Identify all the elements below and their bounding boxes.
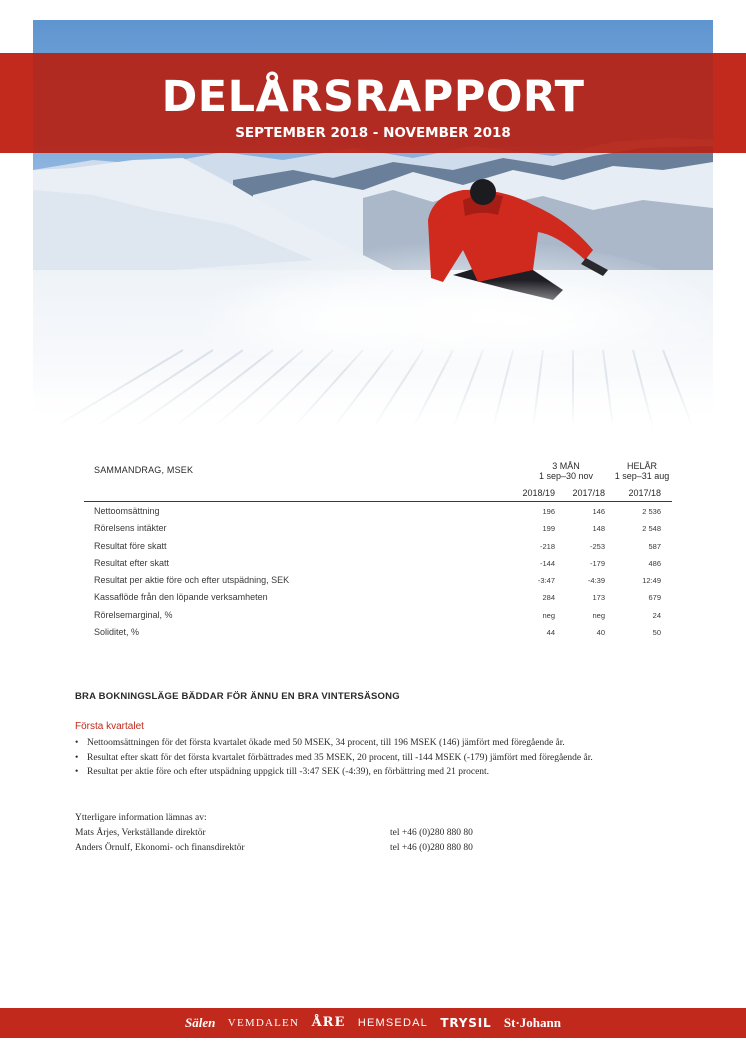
table-row — [84, 572, 672, 589]
trysil-logo: TRYSIL — [440, 1015, 492, 1030]
row-value: neg — [592, 610, 605, 620]
row-label: Nettoomsättning — [94, 506, 160, 516]
column-header: 2017/18 — [628, 488, 661, 498]
group-header-3-months — [531, 461, 601, 481]
hemsedal-logo: HEMSEDAL — [357, 1016, 428, 1029]
title-band — [0, 53, 746, 153]
list-item: • Resultat efter skatt för det första kvartalet förbättrades med 35 MSEK, 20 procent, till -144 MSEK (-179) jämfört med föregående år. — [75, 751, 593, 766]
table-row — [84, 538, 672, 555]
row-value: 24 — [652, 610, 661, 620]
contact-phone: tel +46 (0)280 880 80 — [390, 843, 473, 853]
contact-intro: Ytterligare information lämnas av: — [75, 813, 207, 823]
row-label: Rörelsemarginal, % — [94, 609, 173, 620]
table-row — [84, 589, 672, 606]
footer-bar — [0, 1008, 746, 1038]
row-value: 50 — [652, 628, 661, 638]
contact-phone: tel +46 (0)280 880 80 — [390, 828, 473, 838]
list-item: • Resultat per aktie före och efter utspädning uppgick till -3:47 SEK (-4:39), en förbättring med 21 procent. — [75, 765, 593, 780]
row-label: Resultat per aktie före och efter utspädning, SEK — [94, 575, 290, 586]
row-value: 2 548 — [642, 524, 661, 534]
row-value: -3:47 — [537, 576, 555, 586]
summary-caption: SAMMANDRAG, MSEK — [94, 465, 194, 475]
row-value: 2 536 — [642, 507, 661, 516]
row-value: 148 — [592, 524, 605, 534]
table-row — [84, 607, 672, 624]
highlights-list — [75, 736, 593, 780]
summary-header — [84, 455, 672, 503]
row-value: -4:39 — [587, 576, 605, 586]
row-value: 12:49 — [642, 576, 661, 586]
page-bottom-margin — [0, 1038, 746, 1056]
row-value: 486 — [648, 558, 661, 568]
row-value: 199 — [542, 524, 555, 534]
row-value: -179 — [589, 558, 605, 568]
group-period: 1 sep–31 aug — [614, 471, 670, 481]
group-title: 3 MÅN — [552, 461, 580, 471]
row-value: 146 — [592, 507, 605, 516]
column-header: 2017/18 — [572, 488, 605, 498]
group-period: 1 sep–30 nov — [538, 471, 594, 481]
report-title: DELÅRSRAPPORT — [161, 72, 585, 122]
table-row — [84, 555, 672, 572]
report-period: SEPTEMBER 2018 - NOVEMBER 2018 — [235, 125, 511, 141]
contact-row — [75, 826, 575, 841]
row-value: 44 — [546, 628, 555, 638]
row-value: 173 — [592, 593, 605, 603]
contact-name: Mats Årjes, Verkställande direktör — [75, 828, 206, 838]
destination-logos — [0, 1014, 746, 1032]
vemdalen-logo: VEMDALEN — [227, 1016, 300, 1029]
row-label: Soliditet, % — [94, 627, 140, 638]
contact-block — [75, 811, 575, 856]
row-value: 679 — [648, 593, 661, 603]
row-value: 284 — [542, 593, 555, 603]
list-item: • Nettoomsättningen för det första kvartalet ökade med 50 MSEK, 34 procent, till 196 MSEK (146) jämfört med föregående år. — [75, 736, 593, 751]
header-rule — [84, 501, 672, 502]
st-johann-logo: St·Johann — [503, 1014, 561, 1030]
are-logo: ÅRE — [311, 1015, 346, 1031]
table-row — [84, 520, 672, 537]
summary-table — [84, 455, 672, 641]
table-row — [84, 624, 672, 641]
section-heading: BRA BOKNINGSLÄGE BÄDDAR FÖR ÄNNU EN BRA VINTERSÄSONG — [75, 691, 400, 702]
group-title: HELÅR — [626, 461, 657, 471]
salen-logo: Sälen — [185, 1014, 216, 1030]
table-row — [84, 503, 672, 520]
row-value: -253 — [589, 541, 605, 551]
column-header: 2018/19 — [522, 488, 555, 498]
row-value: 587 — [648, 541, 661, 551]
row-value: 40 — [596, 628, 605, 638]
group-header-full-year — [606, 461, 678, 481]
row-label: Resultat före skatt — [94, 540, 167, 551]
section-subheading: Första kvartalet — [75, 721, 144, 732]
contact-name: Anders Örnulf, Ekonomi- och finansdirektör — [75, 843, 245, 853]
row-label: Resultat efter skatt — [94, 557, 170, 568]
contact-row — [75, 841, 575, 856]
row-label: Rörelsens intäkter — [94, 523, 167, 534]
row-value: neg — [542, 610, 555, 620]
row-value: -144 — [539, 558, 555, 568]
row-value: -218 — [539, 541, 555, 551]
row-label: Kassaflöde från den löpande verksamheten — [94, 592, 268, 603]
row-value: 196 — [542, 507, 555, 516]
